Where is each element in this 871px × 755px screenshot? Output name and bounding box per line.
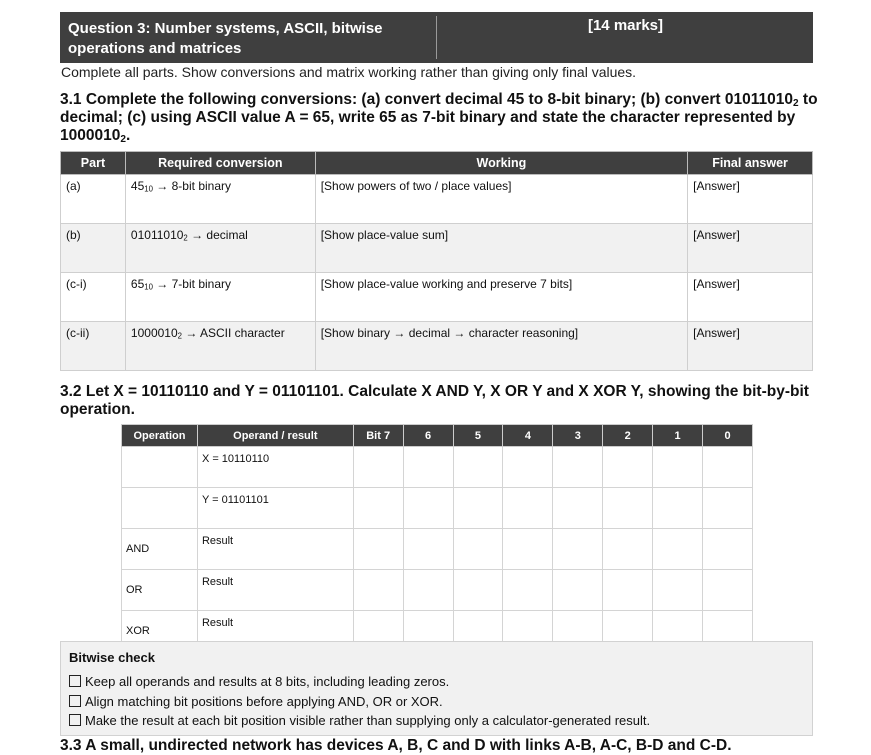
- operand-cell: Y = 01101101: [197, 488, 353, 529]
- bit-cell[interactable]: [703, 529, 753, 570]
- final-answer-cell[interactable]: [Answer]: [688, 273, 813, 322]
- conversion-cell: $45_{10} \to 8-bit$ binary: [125, 175, 315, 224]
- part-cell: (c-i): [61, 273, 126, 322]
- working-cell[interactable]: [Show place-value working and preserve 7 bits]: [315, 273, 687, 322]
- bitwise-check-box: [60, 641, 813, 736]
- final-answer-cell[interactable]: [Answer]: [688, 175, 813, 224]
- conversion-table-header: [61, 152, 813, 175]
- conversion-row: [61, 175, 813, 224]
- operand-cell: Result: [197, 529, 353, 570]
- bitwise-table-header: [122, 425, 753, 447]
- conversion-table: [60, 151, 813, 371]
- column-header-operand: Operand / result: [197, 425, 353, 447]
- bit-cell[interactable]: [353, 447, 403, 488]
- bit-cell[interactable]: [553, 447, 603, 488]
- checkbox-icon[interactable]: [69, 675, 81, 687]
- bitwise-row: [122, 447, 753, 488]
- bit-cell[interactable]: [403, 488, 453, 529]
- part-cell: (b): [61, 224, 126, 273]
- checkbox-icon[interactable]: [69, 714, 81, 726]
- bit-cell[interactable]: [553, 529, 603, 570]
- operation-cell: XOR: [122, 611, 198, 652]
- header-divider: [436, 16, 437, 59]
- bit-cell[interactable]: [553, 570, 603, 611]
- bit-cell[interactable]: [353, 488, 403, 529]
- bitwise-table: [121, 424, 753, 652]
- bit-cell[interactable]: [653, 529, 703, 570]
- bit-cell[interactable]: [503, 447, 553, 488]
- operand-cell: Result: [197, 570, 353, 611]
- column-header-bit: Bit 7: [353, 425, 403, 447]
- bit-cell[interactable]: [403, 447, 453, 488]
- bitwise-checklist: [69, 672, 650, 731]
- column-header-bit: 1: [653, 425, 703, 447]
- bit-cell[interactable]: [603, 529, 653, 570]
- operation-cell: OR: [122, 570, 198, 611]
- checklist-item: [69, 692, 650, 712]
- part-cell: (a): [61, 175, 126, 224]
- bit-cell[interactable]: [453, 447, 503, 488]
- bit-cell[interactable]: [353, 529, 403, 570]
- conversion-cell: $1000010_2$ → ASCII character: [125, 322, 315, 371]
- bit-cell[interactable]: [453, 488, 503, 529]
- working-cell[interactable]: [Show place-value sum]: [315, 224, 687, 273]
- checklist-item: [69, 711, 650, 731]
- bit-cell[interactable]: [703, 488, 753, 529]
- column-header-bit: 6: [403, 425, 453, 447]
- checkbox-icon[interactable]: [69, 695, 81, 707]
- checklist-item-text: Make the result at each bit position visible rather than supplying only a calculator-generated result.: [85, 713, 651, 728]
- question-3-1-prompt: 3.1 Complete the following conversions: (a) convert decimal 45 to 8-bit binary; (b) convert $01011010_2$ to decimal; (c) using ASCII value A = 65, write 65 as 7-bit binary and state the character represented by $1000010_2$.: [60, 91, 818, 145]
- checklist-item-text: Align matching bit positions before applying AND, OR or XOR.: [85, 693, 443, 709]
- operand-cell: Result: [197, 611, 353, 652]
- conversion-cell: $01011010_2$ → decimal: [125, 224, 315, 273]
- instructions: Complete all parts. Show conversions and matrix working rather than giving only final values.: [61, 64, 637, 80]
- bit-cell[interactable]: [603, 570, 653, 611]
- bit-cell[interactable]: [453, 529, 503, 570]
- column-header-part: Part: [61, 152, 126, 175]
- operation-cell: [122, 488, 198, 529]
- bit-cell[interactable]: [403, 570, 453, 611]
- column-header-final-answer: Final answer: [688, 152, 813, 175]
- bit-cell[interactable]: [703, 570, 753, 611]
- bit-cell[interactable]: [403, 529, 453, 570]
- bit-cell[interactable]: [503, 529, 553, 570]
- question-3-3-prompt: 3.3 A small, undirected network has devices A, B, C and D with links A-B, A-C, B-D and C-D.: [60, 737, 732, 754]
- bitwise-row: [122, 529, 753, 570]
- column-header-bit: 2: [603, 425, 653, 447]
- bitwise-row: [122, 570, 753, 611]
- question-title: Question 3: Number systems, ASCII, bitwise operations and matrices: [68, 20, 383, 57]
- column-header-bit: 0: [703, 425, 753, 447]
- bit-cell[interactable]: [703, 447, 753, 488]
- bit-cell[interactable]: [603, 488, 653, 529]
- column-header-conversion: Required conversion: [125, 152, 315, 175]
- bit-cell[interactable]: [353, 570, 403, 611]
- bit-cell[interactable]: [653, 570, 703, 611]
- operation-cell: [122, 447, 198, 488]
- part-cell: (c-ii): [61, 322, 126, 371]
- conversion-row: [61, 224, 813, 273]
- column-header-bit: 3: [553, 425, 603, 447]
- bitwise-check-title: Bitwise check: [69, 650, 155, 665]
- column-header-bit: 4: [503, 425, 553, 447]
- bit-cell[interactable]: [603, 447, 653, 488]
- bit-cell[interactable]: [453, 570, 503, 611]
- bit-cell[interactable]: [503, 488, 553, 529]
- checklist-item: [69, 672, 650, 692]
- bit-cell[interactable]: [653, 488, 703, 529]
- final-answer-cell[interactable]: [Answer]: [688, 322, 813, 371]
- column-header-working: Working: [315, 152, 687, 175]
- bit-cell[interactable]: [653, 447, 703, 488]
- question-marks: [14 marks]: [587, 17, 664, 34]
- checklist-item-text: Keep all operands and results at 8 bits, including leading zeros.: [85, 674, 450, 689]
- column-header-operation: Operation: [122, 425, 198, 447]
- conversion-row: [61, 322, 813, 371]
- conversion-cell: $65_{10} \to 7-bit$ binary: [125, 273, 315, 322]
- operand-cell: X = 10110110: [197, 447, 353, 488]
- bit-cell[interactable]: [553, 488, 603, 529]
- operation-cell: AND: [122, 529, 198, 570]
- question-header: [60, 12, 813, 63]
- conversion-row: [61, 273, 813, 322]
- working-cell[interactable]: [Show binary → decimal → character reasoning]: [315, 322, 687, 371]
- working-cell[interactable]: [Show powers of two / place values]: [315, 175, 687, 224]
- column-header-bit: 5: [453, 425, 503, 447]
- bitwise-row: [122, 488, 753, 529]
- question-3-2-prompt: 3.2 Let X = 10110110 and Y = 01101101. Calculate X AND Y, X OR Y and X XOR Y, showing the bit-by-bit operation.: [60, 383, 809, 418]
- bit-cell[interactable]: [503, 570, 553, 611]
- final-answer-cell[interactable]: [Answer]: [688, 224, 813, 273]
